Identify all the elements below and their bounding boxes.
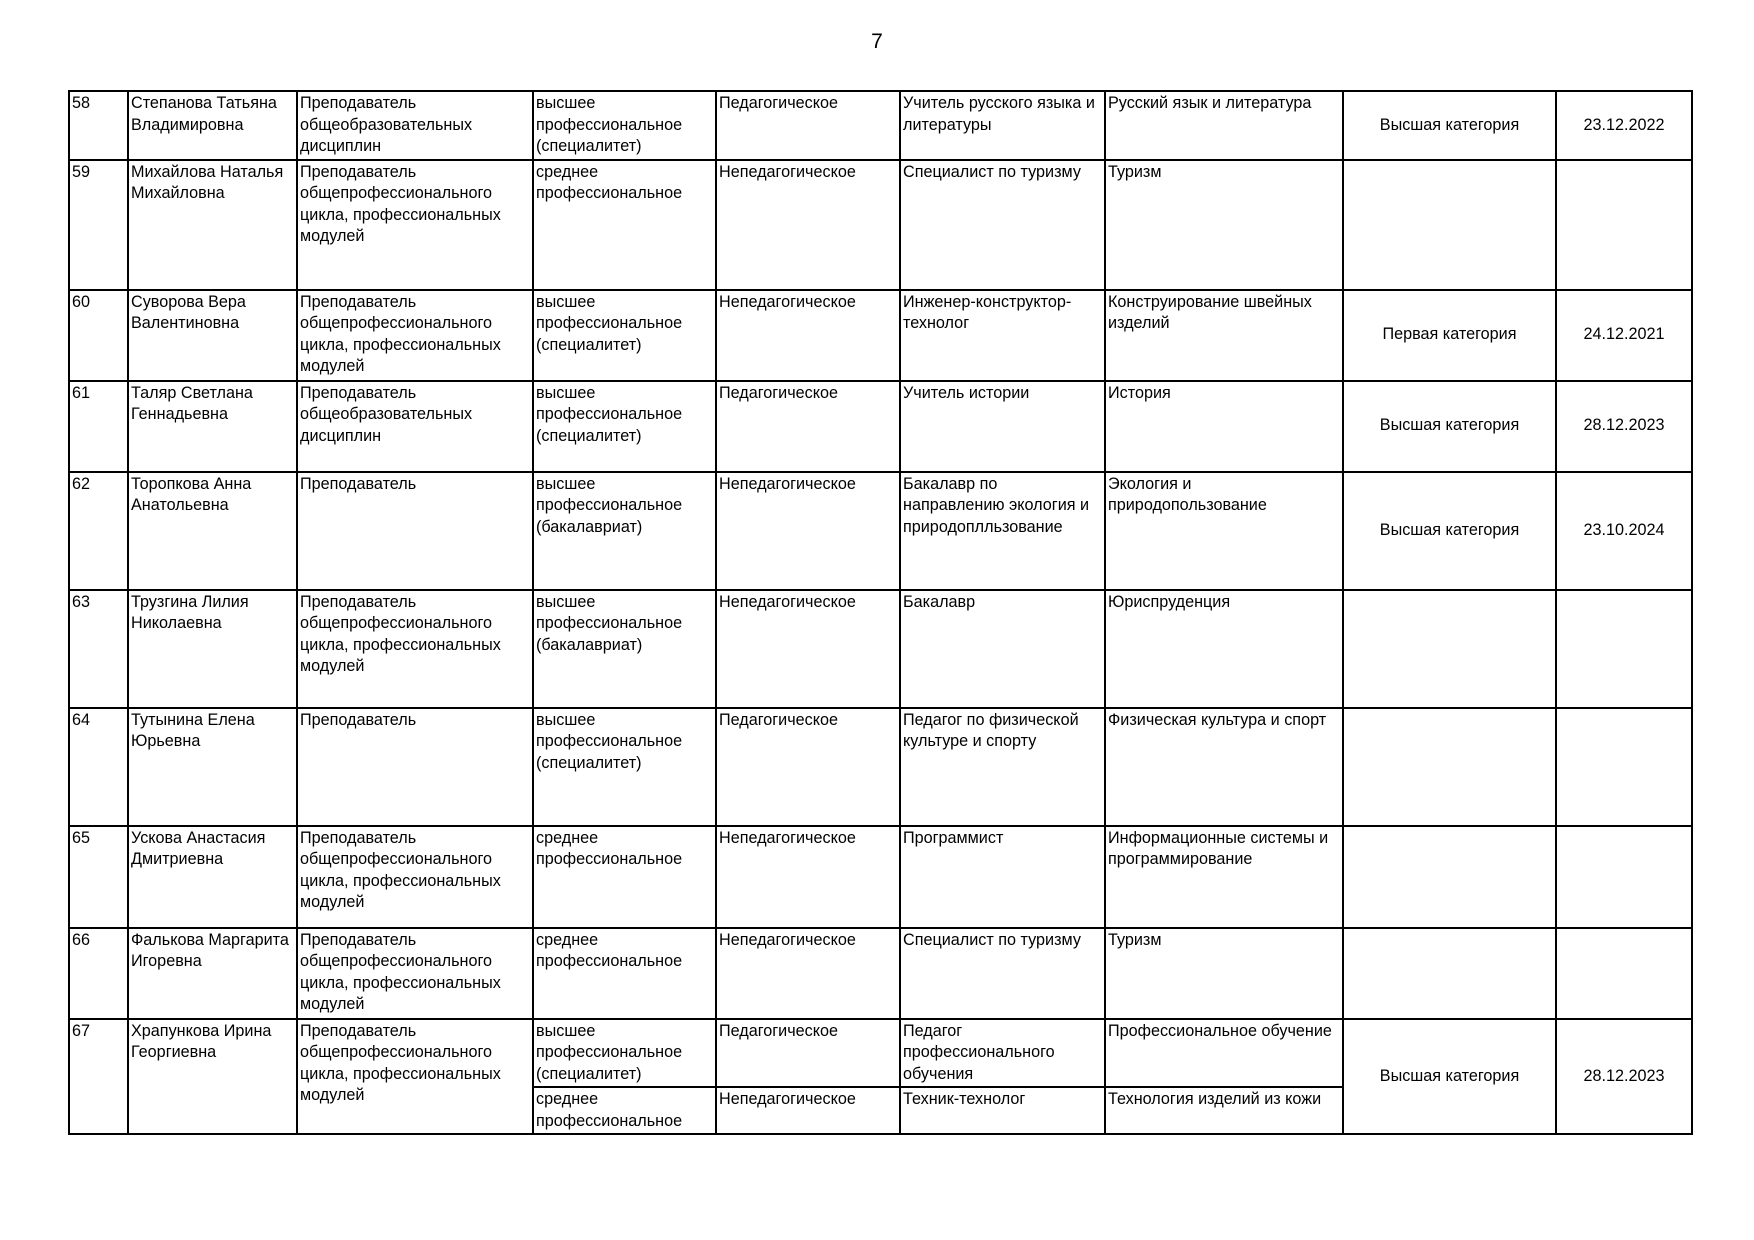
category-cell <box>1343 708 1556 826</box>
category-date-cell <box>1556 590 1692 708</box>
education-cell: среднее профессиональное <box>533 928 716 1019</box>
table-row <box>69 290 1692 381</box>
education-cell: высшее профессиональное (бакалавриат) <box>533 472 716 590</box>
education-type-cell: Педагогическое <box>716 381 900 472</box>
specialty-cell: Туризм <box>1105 160 1343 290</box>
education-type-cell: Педагогическое <box>716 708 900 826</box>
category-date-cell <box>1556 708 1692 826</box>
education-type-cell: Педагогическое <box>716 91 900 160</box>
qualification-cell: Инженер-конструктор-технолог <box>900 290 1105 381</box>
position-cell: Преподаватель общепрофессионального цикла, профессиональных модулей <box>297 290 533 381</box>
qualification-cell: Учитель русского языка и литературы <box>900 91 1105 160</box>
education-cell: высшее профессиональное (специалитет) <box>533 708 716 826</box>
table-row <box>69 91 1692 160</box>
qualification-cell: Специалист по туризму <box>900 160 1105 290</box>
row-number-cell: 65 <box>69 826 128 928</box>
education-type-cell: Педагогическое <box>716 1019 900 1088</box>
page-number: 7 <box>871 30 883 53</box>
specialty-cell: Физическая культура и спорт <box>1105 708 1343 826</box>
education-cell: среднее профессиональное <box>533 160 716 290</box>
qualification-cell: Техник-технолог <box>900 1087 1105 1134</box>
table-row <box>69 826 1692 928</box>
name-cell: Торопкова Анна Анатольевна <box>128 472 297 590</box>
category-cell: Высшая категория <box>1343 91 1556 160</box>
education-cell: высшее профессиональное (специалитет) <box>533 1019 716 1088</box>
position-cell: Преподаватель общепрофессионального цикла, профессиональных модулей <box>297 590 533 708</box>
position-cell: Преподаватель <box>297 472 533 590</box>
category-date-cell: 28.12.2023 <box>1556 1019 1692 1135</box>
category-cell: Высшая категория <box>1343 1019 1556 1135</box>
table-row <box>69 1019 1692 1088</box>
position-cell: Преподаватель общепрофессионального цикла, профессиональных модулей <box>297 826 533 928</box>
education-type-cell: Непедагогическое <box>716 472 900 590</box>
table-row <box>69 928 1692 1019</box>
qualification-cell: Специалист по туризму <box>900 928 1105 1019</box>
table-row <box>69 708 1692 826</box>
table-row <box>69 472 1692 590</box>
position-cell: Преподаватель общеобразовательных дисциплин <box>297 381 533 472</box>
qualification-cell: Педагог профессионального обучения <box>900 1019 1105 1088</box>
category-cell <box>1343 160 1556 290</box>
qualification-cell: Бакалавр по направлению экология и природоплльзование <box>900 472 1105 590</box>
table-body <box>69 91 1692 1134</box>
specialty-cell: Экология и природопользование <box>1105 472 1343 590</box>
specialty-cell: Русский язык и литература <box>1105 91 1343 160</box>
education-type-cell: Непедагогическое <box>716 290 900 381</box>
specialty-cell: Профессиональное обучение <box>1105 1019 1343 1088</box>
specialty-cell: Технология изделий из кожи <box>1105 1087 1343 1134</box>
education-cell: высшее профессиональное (специалитет) <box>533 290 716 381</box>
name-cell: Трузгина Лилия Николаевна <box>128 590 297 708</box>
education-type-cell: Непедагогическое <box>716 826 900 928</box>
qualification-cell: Бакалавр <box>900 590 1105 708</box>
row-number-cell: 60 <box>69 290 128 381</box>
name-cell: Храпункова Ирина Георгиевна <box>128 1019 297 1135</box>
specialty-cell: Конструирование швейных изделий <box>1105 290 1343 381</box>
education-type-cell: Непедагогическое <box>716 590 900 708</box>
name-cell: Михайлова Наталья Михайловна <box>128 160 297 290</box>
category-cell <box>1343 590 1556 708</box>
category-date-cell <box>1556 160 1692 290</box>
name-cell: Суворова Вера Валентиновна <box>128 290 297 381</box>
category-cell <box>1343 826 1556 928</box>
education-cell: высшее профессиональное (бакалавриат) <box>533 590 716 708</box>
name-cell: Фалькова Маргарита Игоревна <box>128 928 297 1019</box>
position-cell: Преподаватель общепрофессионального цикла, профессиональных модулей <box>297 160 533 290</box>
category-cell <box>1343 928 1556 1019</box>
specialty-cell: История <box>1105 381 1343 472</box>
specialty-cell: Туризм <box>1105 928 1343 1019</box>
position-cell: Преподаватель общеобразовательных дисциплин <box>297 91 533 160</box>
education-type-cell: Непедагогическое <box>716 928 900 1019</box>
name-cell: Ускова Анастасия Дмитриевна <box>128 826 297 928</box>
education-type-cell: Непедагогическое <box>716 160 900 290</box>
education-cell: среднее профессиональное <box>533 1087 716 1134</box>
education-cell: высшее профессиональное (специалитет) <box>533 381 716 472</box>
qualification-cell: Педагог по физической культуре и спорту <box>900 708 1105 826</box>
category-cell: Высшая категория <box>1343 472 1556 590</box>
position-cell: Преподаватель общепрофессионального цикла, профессиональных модулей <box>297 928 533 1019</box>
category-cell: Первая категория <box>1343 290 1556 381</box>
row-number-cell: 66 <box>69 928 128 1019</box>
staff-table <box>68 90 1693 1135</box>
education-type-cell: Непедагогическое <box>716 1087 900 1134</box>
table-row <box>69 160 1692 290</box>
name-cell: Тутынина Елена Юрьевна <box>128 708 297 826</box>
name-cell: Таляр Светлана Геннадьевна <box>128 381 297 472</box>
qualification-cell: Учитель истории <box>900 381 1105 472</box>
category-date-cell: 28.12.2023 <box>1556 381 1692 472</box>
table-row <box>69 590 1692 708</box>
table-row <box>69 381 1692 472</box>
category-date-cell <box>1556 826 1692 928</box>
category-date-cell: 23.12.2022 <box>1556 91 1692 160</box>
category-cell: Высшая категория <box>1343 381 1556 472</box>
qualification-cell: Программист <box>900 826 1105 928</box>
category-date-cell: 23.10.2024 <box>1556 472 1692 590</box>
education-cell: среднее профессиональное <box>533 826 716 928</box>
specialty-cell: Информационные системы и программирование <box>1105 826 1343 928</box>
row-number-cell: 61 <box>69 381 128 472</box>
row-number-cell: 64 <box>69 708 128 826</box>
education-cell: высшее профессиональное (специалитет) <box>533 91 716 160</box>
row-number-cell: 67 <box>69 1019 128 1135</box>
specialty-cell: Юриспруденция <box>1105 590 1343 708</box>
row-number-cell: 58 <box>69 91 128 160</box>
position-cell: Преподаватель <box>297 708 533 826</box>
row-number-cell: 59 <box>69 160 128 290</box>
row-number-cell: 63 <box>69 590 128 708</box>
row-number-cell: 62 <box>69 472 128 590</box>
position-cell: Преподаватель общепрофессионального цикла, профессиональных модулей <box>297 1019 533 1135</box>
category-date-cell: 24.12.2021 <box>1556 290 1692 381</box>
category-date-cell <box>1556 928 1692 1019</box>
name-cell: Степанова Татьяна Владимировна <box>128 91 297 160</box>
